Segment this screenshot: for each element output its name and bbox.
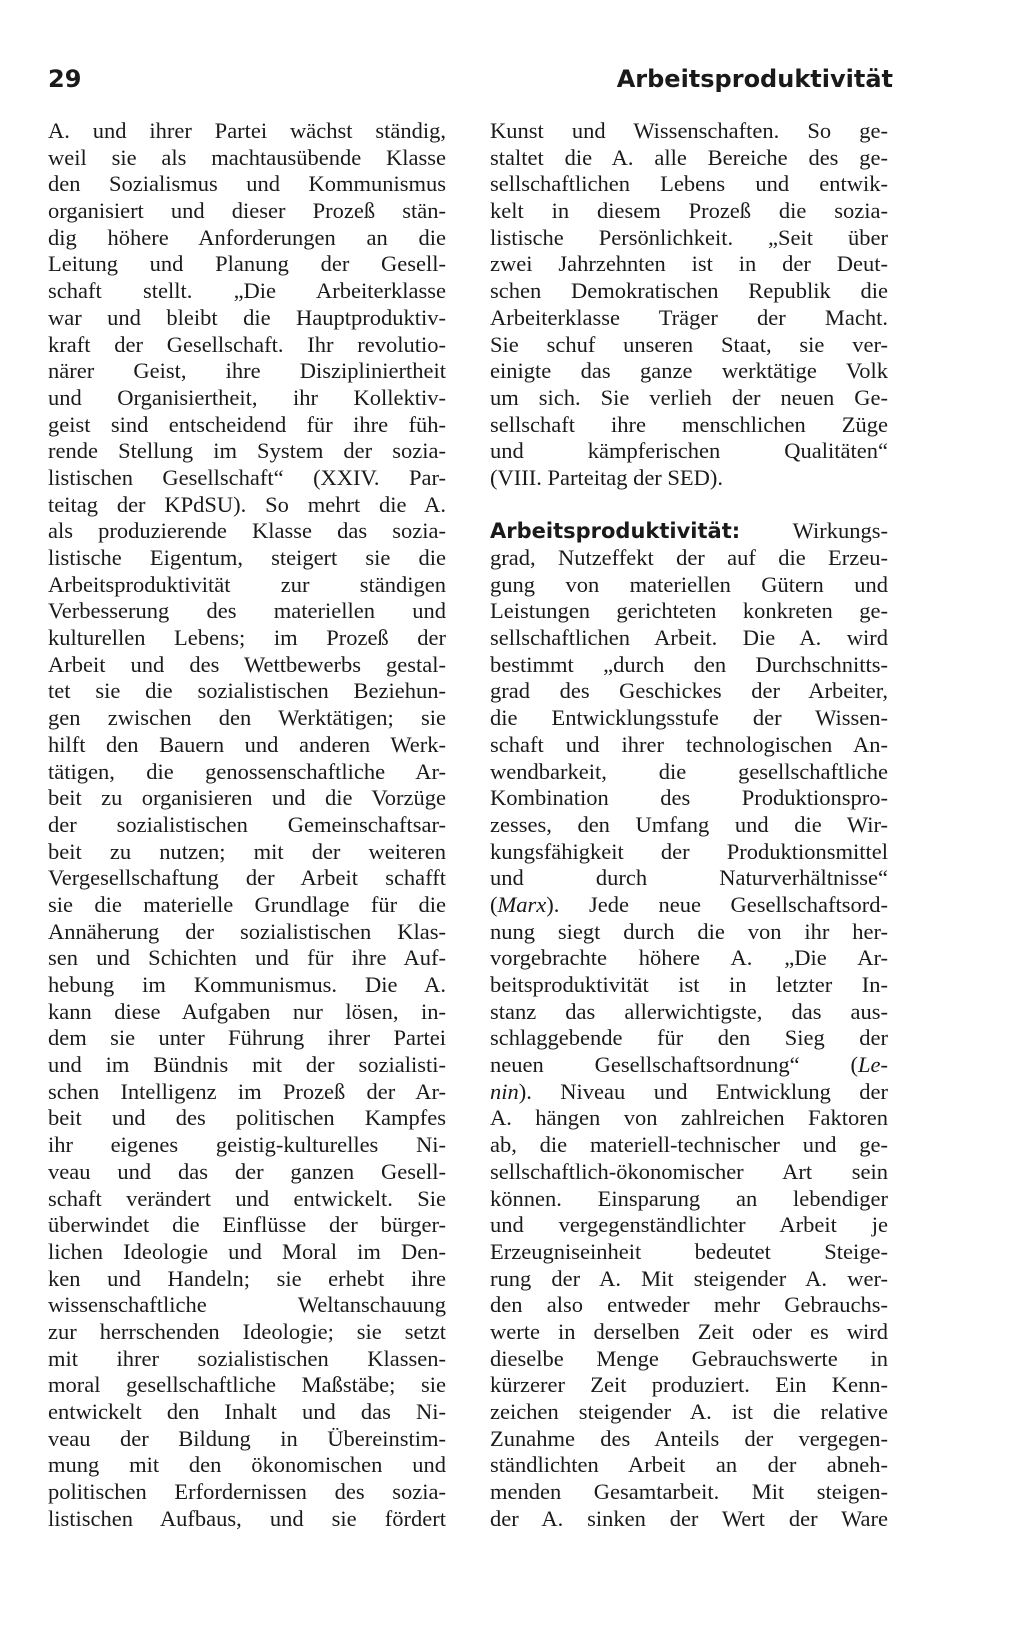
entry-text-line-a-1: grad, Nutzeffekt der auf die Erzeu- (490, 545, 888, 570)
left-text-line-52: politischen Erfordernissen des sozia- (48, 1479, 446, 1505)
right-text-line-2: staltet die A. alle Bereiche des ge- (490, 144, 888, 170)
left-text-line-13: rende Stellung im System der sozia- (48, 438, 446, 464)
left-text-line-46: zur herrschenden Ideologie; sie setzt (48, 1318, 446, 1344)
left-text-line-11: und Organisiertheit, ihr Kollektiv- (48, 384, 446, 410)
left-text-line-2: weil sie als machtausübende Klasse (48, 144, 446, 170)
entry-text-line-b-3: beitsproduktivität ist in letzter In- (490, 972, 888, 997)
left-text-line-38: beit und des politischen Kampfes (48, 1105, 446, 1131)
right-text-line-3: sellschaftlichen Lebens und entwik- (490, 171, 888, 197)
entry-heading: Arbeitsproduktivität: (490, 519, 741, 544)
entry-text-line-c-4: können. Einsparung an lebendiger (490, 1185, 888, 1211)
entry-text-line-a-2: gung von materiellen Gütern und (490, 571, 888, 597)
entry-text-line-b-1: nung siegt durch die von ihr her- (490, 918, 888, 944)
left-text-line-47: mit ihrer sozialistischen Klassen- (48, 1345, 446, 1371)
left-text-line-16: als produzierende Klasse das sozia- (48, 518, 446, 544)
text-fragment: ). Jede neue Gesellschaftsord- (546, 891, 888, 917)
left-text-line-29: Vergesellschaftung der Arbeit schafft (48, 865, 446, 891)
right-text-line-13: und kämpferischen Qualitäten“ (490, 438, 888, 464)
entry-text-line-b-2: vorgebrachte höhere A. „Die Ar- (490, 945, 888, 971)
left-text-line-9: kraft der Gesellschaft. Ihr revolutio- (48, 331, 446, 357)
right-text-line-4: kelt in diesem Prozeß die sozia- (490, 198, 888, 224)
entry-text-line-a-7: die Entwicklungsstufe der Wissen- (490, 705, 888, 731)
author-marx: Marx (497, 891, 547, 917)
left-text-line-17: listische Eigentum, steigert sie die (48, 545, 446, 570)
left-text-line-50: veau der Bildung in Übereinstim- (48, 1425, 446, 1451)
right-text-line-6: zwei Jahrzehnten ist in der Deut- (490, 251, 888, 277)
paren: ( (490, 891, 498, 917)
left-text-line-5: dig höhere Anforderungen an die (48, 224, 446, 250)
left-text-line-51: mung mit den ökonomischen und (48, 1452, 446, 1478)
left-text-line-3: den Sozialismus und Kommunismus (48, 171, 446, 197)
left-text-line-19: Verbesserung des materiellen und (48, 598, 446, 624)
right-text-line-5: listische Persönlichkeit. „Seit über (490, 224, 888, 250)
section-gap (490, 492, 888, 519)
right-text-line-7: schen Demokratischen Republik die (490, 278, 888, 304)
left-text-line-15: teitag der KPdSU). So mehrt die A. (48, 491, 446, 517)
left-text-line-43: lichen Ideologie und Moral im Den- (48, 1238, 446, 1264)
entry-text-line-c-11: kürzerer Zeit produziert. Ein Kenn- (490, 1372, 888, 1398)
entry-text-line-c-8: den also entweder mehr Gebrauchs- (490, 1292, 888, 1318)
entry-text-line-a-10: Kombination des Produktionspro- (490, 785, 888, 811)
right-text-line-9: Sie schuf unseren Staat, sie ver- (490, 331, 888, 357)
left-text-line-23: gen zwischen den Werktätigen; sie (48, 705, 446, 731)
entry-text-line-c-15: menden Gesamtarbeit. Mit steigen- (490, 1479, 888, 1505)
running-head: Arbeitsproduktivität (616, 65, 893, 93)
entry-text-line-c-10: dieselbe Menge Gebrauchswerte in (490, 1345, 888, 1371)
page-number: 29 (48, 65, 82, 93)
entry-text-line-b-4: stanz das allerwichtigste, das aus- (490, 998, 888, 1024)
entry-text-first: Wirkungs- (792, 518, 888, 544)
left-text-line-37: schen Intelligenz im Prozeß der Ar- (48, 1078, 446, 1104)
left-text-line-42: überwindet die Einflüsse der bürger- (48, 1212, 446, 1238)
left-text-line-32: sen und Schichten und für ihre Auf- (48, 945, 446, 971)
left-text-line-28: beit zu nutzen; mit der weiteren (48, 838, 446, 864)
left-text-line-25: tätigen, die genossenschaftliche Ar- (48, 758, 446, 784)
right-text-line-14: (VIII. Parteitag der SED). (490, 464, 724, 490)
left-text-line-35: dem sie unter Führung ihrer Partei (48, 1025, 446, 1051)
left-text-line-12: geist sind entscheidend für ihre füh- (48, 411, 446, 437)
entry-text-line-c-13: Zunahme des Anteils der vergegen- (490, 1425, 888, 1451)
left-text-line-41: schaft verändert und entwickelt. Sie (48, 1185, 446, 1211)
left-text-line-7: schaft stellt. „Die Arbeiterklasse (48, 278, 446, 304)
left-text-line-36: und im Bündnis mit der sozialisti- (48, 1052, 446, 1078)
text-line-marx (490, 892, 888, 919)
left-text-line-1: A. und ihrer Partei wächst ständig, (48, 118, 446, 143)
entry-text-line-a-6: grad des Geschickes der Arbeiter, (490, 678, 888, 704)
right-text-line-8: Arbeiterklasse Träger der Macht. (490, 304, 888, 330)
left-text-line-8: war und bleibt die Hauptproduktiv- (48, 304, 446, 330)
entry-text-line-c-2: ab, die materiell-technischer und ge- (490, 1132, 888, 1158)
left-text-line-40: veau und das der ganzen Gesell- (48, 1158, 446, 1184)
left-text-line-14: listischen Gesellschaft“ (XXIV. Par- (48, 464, 446, 490)
left-text-line-39: ihr eigenes geistig-kulturelles Ni- (48, 1132, 446, 1158)
entry-text-line-a-12: kungsfähigkeit der Produktionsmittel (490, 838, 888, 864)
text-fragment: neuen Gesellschaftsordnung“ ( (490, 1052, 858, 1078)
entry-text-line-a-11: zesses, den Umfang und die Wir- (490, 811, 888, 837)
left-text-line-21: Arbeit und des Wettbewerbs gestal- (48, 651, 446, 677)
right-text-line-10: einigte das ganze werktätige Volk (490, 358, 888, 384)
left-text-line-45: wissenschaftliche Weltanschauung (48, 1292, 446, 1318)
left-text-line-34: kann diese Aufgaben nur lösen, in- (48, 998, 446, 1024)
entry-text-line-c-5: und vergegenständlichter Arbeit je (490, 1212, 888, 1238)
author-lenin-part2: nin (490, 1078, 519, 1104)
left-text-line-20: kulturellen Lebens; im Prozeß der (48, 625, 446, 651)
left-column (48, 118, 446, 1532)
entry-text-line-a-5: bestimmt „durch den Durchschnitts- (490, 651, 888, 677)
right-text-line-12: sellschaft ihre menschlichen Züge (490, 411, 888, 437)
left-text-line-49: entwickelt den Inhalt und das Ni- (48, 1399, 446, 1424)
left-text-line-10: närer Geist, ihre Diszipliniertheit (48, 358, 446, 384)
entry-text-line-c-16: der A. sinken der Wert der Ware (490, 1505, 888, 1531)
entry-text-line-c-6: Erzeugniseinheit bedeutet Steige- (490, 1238, 888, 1264)
left-text-line-30: sie die materielle Grundlage für die (48, 891, 446, 917)
entry-text-line-c-1: A. hängen von zahlreichen Faktoren (490, 1105, 888, 1131)
left-text-line-44: ken und Handeln; sie erhebt ihre (48, 1265, 446, 1291)
entry-text-line-c-3: sellschaftlich-ökonomischer Art sein (490, 1158, 888, 1184)
left-text-line-18: Arbeitsproduktivität zur ständigen (48, 571, 446, 597)
author-lenin-part1: Le- (858, 1052, 888, 1078)
entry-text-line-b-5: schlaggebende für den Sieg der (490, 1025, 888, 1051)
right-text-line-11: um sich. Sie verlieh der neuen Ge- (490, 384, 888, 410)
left-text-line-31: Annäherung der sozialistischen Klas- (48, 918, 446, 944)
left-text-line-53: listischen Aufbaus, und sie fördert (48, 1505, 446, 1531)
right-text-line-1: Kunst und Wissenschaften. So ge- (490, 118, 888, 143)
left-text-line-27: der sozialistischen Gemeinschaftsar- (48, 811, 446, 837)
entry-text-line-a-8: schaft und ihrer technologischen An- (490, 731, 888, 757)
left-text-line-26: beit zu organisieren und die Vorzüge (48, 785, 446, 811)
entry-text-line-c-7: rung der A. Mit steigender A. wer- (490, 1265, 888, 1291)
left-text-line-6: Leitung und Planung der Gesell- (48, 251, 446, 277)
entry-text-line-c-9: werte in derselben Zeit oder es wird (490, 1318, 888, 1344)
left-text-line-4: organisiert und dieser Prozeß stän- (48, 198, 446, 224)
entry-text-line-a-3: Leistungen gerichteten konkreten ge- (490, 598, 888, 624)
left-text-line-48: moral gesellschaftliche Maßstäbe; sie (48, 1372, 446, 1398)
left-text-line-33: hebung im Kommunismus. Die A. (48, 972, 446, 997)
entry-text-line-a-4: sellschaftlichen Arbeit. Die A. wird (490, 625, 888, 651)
right-column (490, 118, 888, 1532)
entry-text-line-c-14: ständlichten Arbeit an der abneh- (490, 1452, 888, 1478)
text-fragment: ). Niveau und Entwicklung der (518, 1078, 888, 1104)
entry-text-line-a-13: und durch Naturverhältnisse“ (490, 865, 888, 891)
entry-text-line-a-9: wendbarkeit, die gesellschaftliche (490, 758, 888, 784)
left-text-line-24: hilft den Bauern und anderen Werk- (48, 731, 446, 757)
text-line-lenin-1 (490, 1052, 888, 1079)
entry-text-line-c-12: zeichen steigender A. ist die relative (490, 1399, 888, 1424)
text-line-lenin-2 (490, 1079, 888, 1106)
entry-heading-line (490, 518, 888, 545)
left-text-line-22: tet sie die sozialistischen Beziehun- (48, 678, 446, 704)
